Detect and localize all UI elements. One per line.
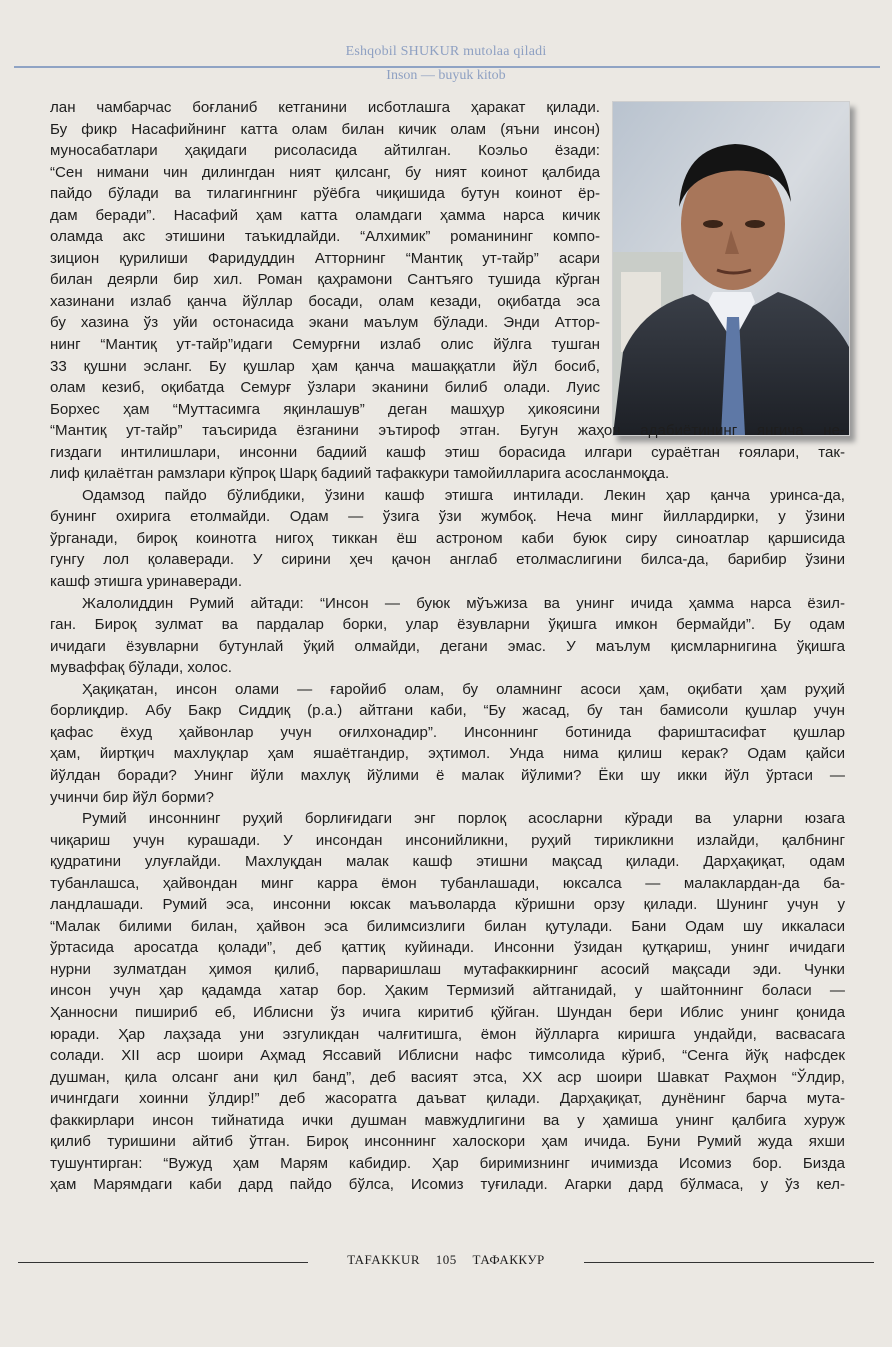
text-line: тушунтирган: “Вужуд ҳам Марям кабидир. Ҳар биримизнинг ичимизда Исомиз бор. Бизда xyxy=(50,1154,845,1172)
text-line: нинг “Мантиқ ут-тайр”идаги Семурғни излаб олис йўлга тушган xyxy=(50,336,600,354)
text-line: душман, қила олсанг ани қил банд”, деб васият этса, XX аср шоири Шавкат Раҳмон “Ўлдир, xyxy=(50,1068,845,1086)
text-line: борлиқдир. Абу Бакр Сиддиқ (р.а.) айтгани каби, “Бу жасад, бу тан бамисоли қушлар учун xyxy=(50,702,845,720)
header-subtitle: Inson — buyuk kitob xyxy=(386,68,506,83)
text-line: ган. Бироқ зулмат ва пардалар борки, улар ёзувларни ўқишга имкон бермайди”. Бу одам xyxy=(50,616,845,634)
text-line: олам кезиб, оқибатда Семурғ ўзлари эканини билиб олади. Луис xyxy=(50,379,600,397)
article-body xyxy=(50,97,845,1196)
text-line: лан чамбарчас боғланиб кетганини исботлашга ҳаракат қилади. xyxy=(50,99,600,116)
page-number: 105 xyxy=(435,1252,457,1267)
text-line: “Мантиқ ут-тайр” таъсирида ёзганини эътироф этган. Бугун жаҳон адабиётининг янгича не- xyxy=(50,422,845,440)
text-line: Ҳанносни пишириб еб, Иблисни ўз ичига киритиб қўйган. Шундан бери Иблис унинг қонида xyxy=(50,1003,845,1021)
text-line: қилиб туришини айтиб ўтган. Бироқ инсоннинг халоскори ҳам ичида. Буни Румий жуда яхши xyxy=(50,1133,845,1151)
text-line: “Сен нимани чин дилингдан ният қилсанг, бу ният коинот қалбида xyxy=(50,163,600,181)
page-footer xyxy=(18,1252,874,1272)
text-line: чиқариш учун курашади. У инсондан инсонийликни, руҳий тирикликни излайди, қалбнинг xyxy=(50,831,845,849)
text-line: Ҳақиқатан, инсон олами — ғаройиб олам, бу оламнинг асоси ҳам, оқибати ҳам руҳий xyxy=(82,680,845,698)
text-line: зицион қурилиши Фаридуддин Атторнинг “Мантиқ ут-тайр” асари xyxy=(50,249,600,267)
text-line: ландлашади. Румий эса, инсонни юксак маъволарда кўришни орзу қилади. Шунинг учун у xyxy=(50,896,845,914)
text-line: муносабатлари ҳақидаги рисоласида айтилган. Коэльо ёзади: xyxy=(50,142,600,160)
text-line: “Малак билими билан, ҳайвон эса билимсизлиги билан қутулади. Бани Одам шу иккаласи xyxy=(50,917,845,935)
text-line: нурни зулматдан ҳимоя қилиб, парваришлаш мутафаккирнинг асосий мақсади эди. Чунки xyxy=(50,960,845,978)
text-line: оламда акс этишини таъкидлайди. “Алхимик” романининг компо- xyxy=(50,228,600,246)
text-line: кашф этишга уринаверади. xyxy=(50,573,243,591)
text-line: инсон учун ҳар қадамда хатар бор. Ҳаким Термизий айтганидай, у шайтоннинг боласи — xyxy=(50,982,845,1000)
text-line: ичидаги ёзувларни бутунлай ўқий олмайди, дегани эмас. У маълум қисмларнигина ўқишга xyxy=(50,637,845,655)
text-line: хазинани излаб қанча йўллар босади, олам кезади, оқибатда эса xyxy=(50,292,600,310)
text-line: ҳам Марямдаги каби дард пайдо бўлса, Исомиз туғилади. Агарки дард бўлмаса, у ўз кел- xyxy=(50,1176,845,1194)
text-line: Румий инсоннинг руҳий борлиғидаги энг порлоқ асосларни кўради ва уларни юзага xyxy=(82,810,845,828)
text-line: Жалолиддин Румий айтади: “Инсон — буюк мўъжиза ва унинг ичида ҳамма нарса ёзил- xyxy=(82,594,845,612)
text-line: ҳам, йиртқич махлуқлар ҳам яшаётгандир, эҳтимол. Унда нима қилиш керак? Одам қайси xyxy=(50,745,845,763)
text-line: пайдо бўлади ва тилагингнинг рўёбга чиқишида бутун коинот ёр- xyxy=(50,185,600,203)
text-line: муваффақ бўлади, холос. xyxy=(50,659,232,677)
text-line: Борхес ҳам “Муттасимга яқинлашув” деган машҳур ҳикоясини xyxy=(50,400,600,418)
text-line: учинчи бир йўл борми? xyxy=(50,788,214,806)
text-line: гиздаги интилишлари, инсонни бадиий кашф этиш борасида илгари сураётган ғоялари, так- xyxy=(50,443,845,461)
text-line: бунинг охирига етолмайди. Одам — ўзига ўзи жумбоқ. Неча минг йиллардирки, у ўзини xyxy=(50,508,845,526)
text-line: 33 қушни эсланг. Бу қушлар ҳам қанча машаққатли йўл босиб, xyxy=(50,357,600,375)
text-line: ўртасида аросатда қолади”, деб қаттиқ куйинади. Инсонни ўзидан қутқариш, унинг ичидаги xyxy=(50,939,845,957)
text-line: юради. Ҳар лаҳзада уни эзгуликдан чалғитишга, ёмон йўлларга киришга ундайди, васвасага xyxy=(50,1025,845,1043)
text-line: қудратини улуғлайди. Махлуқдан малак кашф этишни мақсад қилади. Дарҳақиқат, одам xyxy=(50,853,845,871)
text-line: Бу фикр Насафийнинг катта олам билан кичик олам (яъни инсон) xyxy=(50,120,600,138)
header-author: Eshqobil SHUKUR mutolaa qiladi xyxy=(345,44,547,59)
footer-journal-cyrillic: ТАФАККУР xyxy=(472,1252,545,1267)
text-line: ўрганади, бироқ коинотга нигоҳ тиккан ёш астроном каби буюк сиру синоатлар қаршисида xyxy=(50,529,845,547)
text-line: бу хазина ўз уйи остонасида экани маълум бўлади. Энди Аттор- xyxy=(50,314,600,332)
text-line: гунгу лол қолаверади. У сирини ҳеч қачон англаб етолмаслигини билса-да, барибир ўзини xyxy=(50,551,845,569)
footer-text xyxy=(18,1252,874,1268)
text-line: ичингдаги хоинни ўлдир!” деб жасоратга даъват қилади. Дарҳақиқат, дунёнинг барча мута- xyxy=(50,1090,845,1108)
footer-journal-latin: TAFAKKUR xyxy=(347,1252,421,1267)
text-line: Одамзод пайдо бўлибдики, ўзини кашф этишга интилади. Лекин ҳар қанча уринса-да, xyxy=(82,486,845,504)
text-line: билан деярли бир хил. Роман қаҳрамони Сантъяго тушида кўрган xyxy=(50,271,600,289)
text-line: йўлдан боради? Унинг йўли махлуқ йўлими ё малак йўлими? Ёки шу икки йўл ўртаси — xyxy=(50,766,845,784)
text-line: дам беради”. Насафий ҳам катта оламдаги ҳамма нарса кичик xyxy=(50,206,600,224)
text-line: лиф қилаётган рамзлари кўпроқ Шарқ бадиий тафаккури тамойилларига асосланмоқда. xyxy=(50,465,670,483)
text-line: факкирлари инсон тийнатида ички душман мавжудлигини ва у ҳамиша унинг қалбига хуруж xyxy=(50,1111,845,1129)
text-line: қафас ёхуд ҳайвонлар учун оғилхонадир”. Инсоннинг ботинида фариштасифат қушлар xyxy=(50,723,845,741)
text-line: тубанлашса, ҳайвондан минг карра ёмон тубанлашади, юксалса — малаклардан-да ба- xyxy=(50,874,845,892)
text-line: солади. XII аср шоири Аҳмад Яссавий Иблисни нафс тимсолида кўриб, “Сенга йўқ нафсдек xyxy=(50,1047,845,1065)
